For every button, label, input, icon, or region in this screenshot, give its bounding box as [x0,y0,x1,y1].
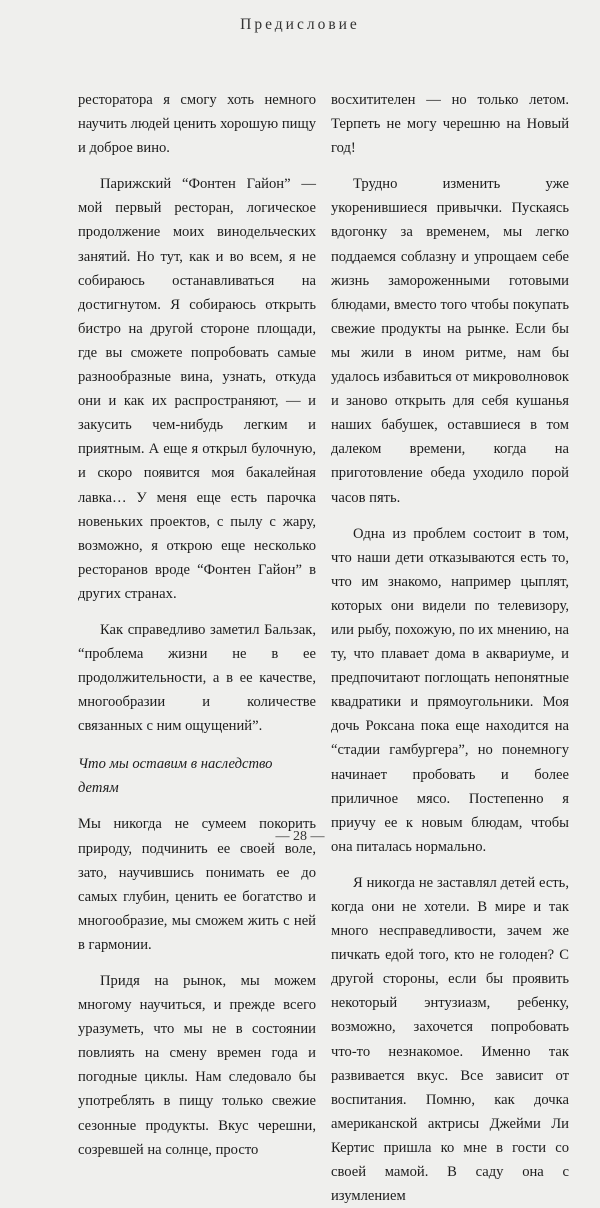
paragraph: Одна из проблем состоит в том, что наши дети отказываются есть то, что им знакомо, например цыплят, которых они видели по телевизору, или рыбу, похожую, по их мнению, на ту, что плавает дома в аквариуме, и предпочитают поглощать непонятные квадратики и прямоугольники. Моя дочь Роксана пока еще находится на “стадии гамбургера”, но понемногу начинает пробовать и более приличное мясо. Постепенно я приучу ее к новым блюдам, чтобы она питалась нормально. [331,525,569,855]
left-column [78,88,316,1162]
paragraph: Придя на рынок, мы можем многому научиться, и прежде всего уразуметь, что мы не в состоянии повлиять на смену времен года и погодные циклы. Нам следовало бы употреблять в пищу только свежие сезонные продукты. Вкус черешни, созревшей на солнце, просто [78,973,316,1158]
paragraph: Парижский “Фонтен Гайон” — мой первый ресторан, логическое продолжение моих винодельческих занятий. Но тут, как и во всем, я не собираюсь останавливаться на достигнутом. Я собираюсь открыть бистро на другой стороне площади, где вы сможете попробовать самые разнообразные вина, узнать, откуда они и как их распространяют, — и закусить чем-нибудь легким и приятным. А еще я открыл булочную, и скоро появится моя бакалейная лавка… У меня еще есть парочка новеньких проектов, с пылу с жару, возможно, я открою еще несколько ресторанов вроде “Фонтен Гайон” в других странах. [78,176,316,602]
paragraph: ресторатора я смогу хоть немного научить людей ценить хорошую пищу и доброе вино. [78,92,316,157]
right-column [331,88,569,1208]
page-number: — 28 — [275,829,325,844]
paragraph: Трудно изменить уже укоренившиеся привычки. Пускаясь вдогонку за временем, мы легко поддаемся соблазну и упрощаем себе жизнь замороженными готовыми блюдами, вместо того чтобы покупать свежие продукты на рынке. Если бы мы жили в ином ритме, нам бы удалось избавиться от микроволновок и заново открыть для себя кушанья наших бабушек, оставшиеся в том далеком времени, когда на приготовление обеда уходило порой часов пять. [331,176,569,506]
paragraph: восхитителен — но только летом. Терпеть не могу черешню на Новый год! [331,92,569,157]
paragraph: Мы никогда не сумеем покорить природу, подчинить ее своей воле, зато, научившись понимать ее до самых глубин, ценить ее богатство и многообразие, мы сможем жить с ней в гармонии. [78,816,316,953]
section-heading: Что мы оставим в наследство детям [78,756,273,797]
running-header: Предисловие [240,16,360,33]
paragraph: Я никогда не заставлял детей есть, когда они не хотели. В мире и так много несправедливости, зачем же пичкать едой того, кто не голоден? С другой стороны, если бы проявить некоторый энтузиазм, ребенку, возможно, захочется попробовать что-то незнакомое. Именно так развивается вкус. Все зависит от воспитания. Помню, как дочка американской актрисы Джейми Ли Кертис пришла ко мне в гости со своей мамой. В саду она с изумлением [331,874,569,1205]
paragraph: Как справедливо заметил Бальзак, “проблема жизни не в ее продолжительности, а в ее качестве, многообразии и количестве связанных с ним ощущений”. [78,621,316,735]
